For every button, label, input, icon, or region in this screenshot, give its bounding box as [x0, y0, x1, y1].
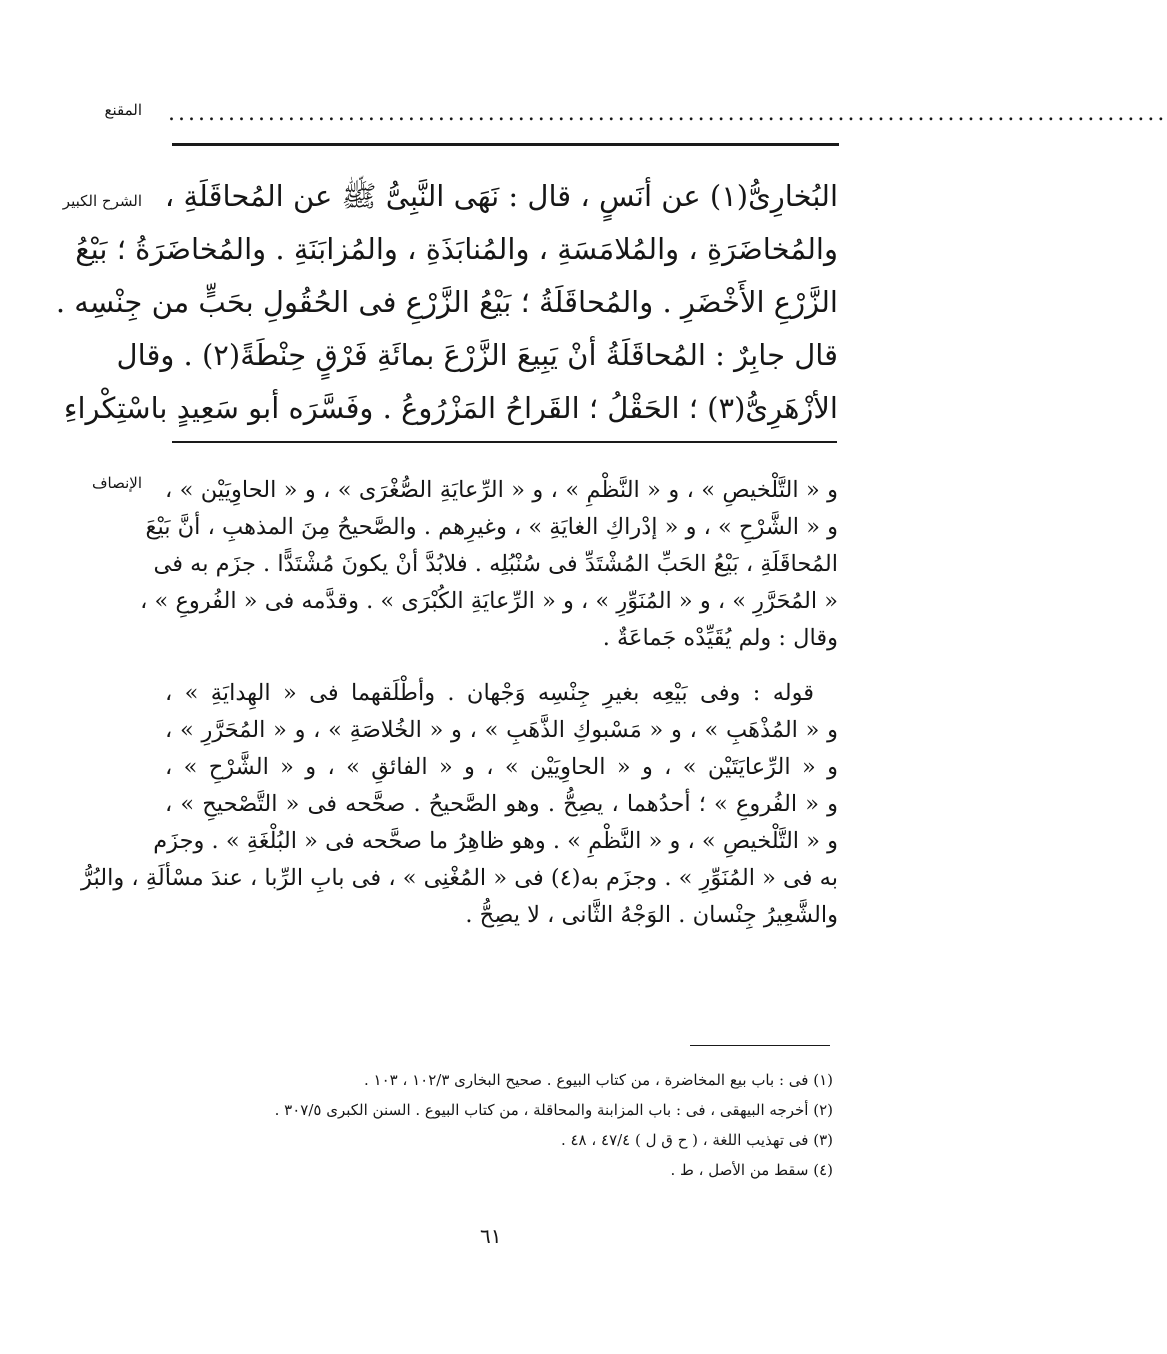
insaf-line: و « الرِّعايَتَيْن » ، و « الحاوِيَيْن » ، و « الفائقِ » ، و « الشَّرْحِ » ،	[165, 754, 838, 780]
page-number: ٦١	[480, 1224, 502, 1248]
insaf-line: و « التَّلْخيصِ » ، و « النَّظْمِ » ، و « الرِّعايَةِ الصُّغْرَى » ، و « الحاوِيَيْن » ،	[165, 477, 838, 503]
section-label-sharh: الشرح الكبير	[62, 192, 142, 210]
footnote: (٤) سقط من الأصل ، ط .	[670, 1161, 833, 1179]
sharh-line: الزَّرْعِ الأَخْضَرِ . والمُحاقَلَةُ ؛ بَيْعُ الزَّرْعِ فى الحُقُولِ بحَبٍّ من جِنْسِه .	[55, 285, 838, 319]
footnote: (٢) أخرجه البيهقى ، فى : باب المزابنة والمحاقلة ، من كتاب البيوع . السنن الكبرى ٣٠٧/٥ .	[274, 1101, 833, 1119]
insaf-line: المُحاقَلَةِ ، بَيْعُ الحَبِّ المُشْتَدِّ فى سُنْبُلِه . فلابُدَّ أنْ يكونَ مُشْتَدًّا . جزَم به فى	[153, 551, 838, 577]
insaf-line: و « الشَّرْحِ » ، و « إدْراكِ الغايَةِ » ، وغيرِهم . والصَّحيحُ مِنَ المذهبِ ، أنَّ بَيْعَ	[145, 514, 838, 540]
sharh-line: الأزْهَرِىُّ(٣) ؛ الحَقْلُ ؛ القَراحُ المَزْرُوعُ . وفَسَّرَه أبو سَعِيدٍ باسْتِكْراءِ	[63, 391, 838, 425]
sharh-line: والمُخاضَرَةِ ، والمُلامَسَةِ ، والمُنابَذَةِ ، والمُزابَنَةِ . والمُخاضَرَةُ ؛ بَيْعُ	[75, 232, 838, 266]
insaf-line: وقال : ولم يُقَيِّدْه جَماعَةٌ .	[602, 625, 838, 651]
insaf-line: « المُحَرَّرِ » ، و « المُنَوِّرِ » ، و « الرِّعايَةِ الكُبْرَى » . وقدَّمه فى « الفُروعِ » ،	[140, 588, 838, 614]
insaf-line: والشَّعِيرُ جِنْسان . الوَجْهُ الثَّانى ، لا يصِحُّ .	[465, 902, 838, 928]
footnote: (١) فى : باب بيع المخاضرة ، من كتاب البيوع . صحيح البخارى ١٠٢/٣ ، ١٠٣ .	[363, 1071, 833, 1089]
sharh-line: البُخارِىُّ(١) عن أنَسٍ ، قال : نَهَى النَّبِىُّ ﷺ عن المُحاقَلَةِ ،	[164, 179, 838, 213]
header-rule	[172, 143, 839, 146]
header-dot-leader: ....................................................................................................	[168, 101, 1167, 126]
insaf-line: و « المُذْهَبِ » ، و « مَسْبوكِ الذَّهَبِ » ، و « الخُلاصَةِ » ، و « المُحَرَّرِ » ،	[165, 717, 838, 743]
footnotes	[233, 1065, 833, 1185]
insaf-line: قوله : وفى بَيْعِه بغيرِ جِنْسِه وَجْهان . وأطْلَقهما فى « الهِدايَةِ » ،	[165, 680, 814, 706]
footnote: (٣) فى تهذيب اللغة ، ( ح ق ل ) ٤٧/٤ ، ٤٨ .	[560, 1131, 833, 1149]
insaf-line: به فى « المُنَوِّرِ » . وجزَم به(٤) فى « المُغْنِى » ، فى بابِ الرِّبا ، عندَ مسْألَةِ ، والبُرُّ	[81, 865, 838, 891]
insaf-line: و « التَّلْخيصِ » ، و « النَّظْمِ » . وهو ظاهِرُ ما صحَّحه فى « البُلْغَةِ » . وجزَم	[153, 828, 838, 854]
sharh-line: قال جابِرٌ : المُحاقَلَةُ أنْ يَبِيعَ الزَّرْعَ بمائَةِ فَرْقٍ حِنْطَةً(٢) . وقال	[116, 338, 838, 372]
insaf-line: و « الفُروعِ » ؛ أحدُهما ، يصِحُّ . وهو الصَّحيحُ . صحَّحه فى « التَّصْحيحِ » ،	[165, 791, 838, 817]
section-label-insaf: الإنصاف	[91, 474, 142, 492]
footnote-separator	[690, 1045, 830, 1046]
book-title: المقنع	[104, 101, 142, 119]
section-divider	[172, 441, 837, 443]
